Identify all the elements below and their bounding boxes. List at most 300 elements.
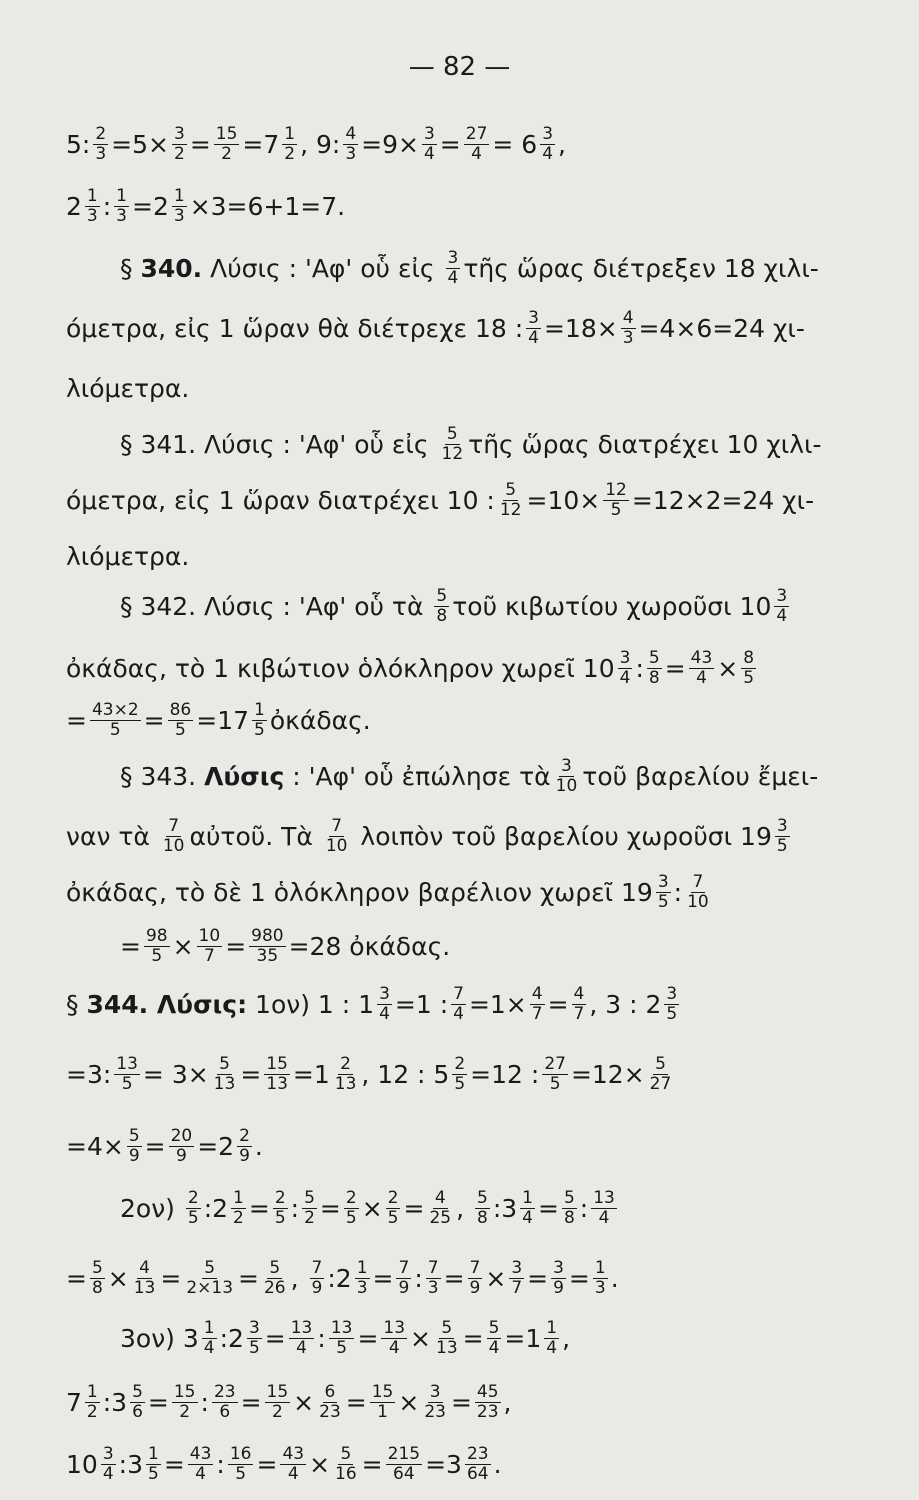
fraction-numerator: 10 — [198, 925, 221, 946]
fraction-denominator: 8 — [91, 1277, 103, 1298]
fraction-denominator: 4 — [542, 143, 554, 164]
fraction-numerator: 27 — [465, 123, 488, 144]
fraction — [310, 1259, 325, 1298]
fraction-denominator: 3 — [173, 205, 185, 226]
text-line — [120, 1302, 570, 1374]
fraction — [689, 649, 715, 688]
fraction-numerator: 13 — [116, 1053, 138, 1074]
text-segment: ναν τὰ — [66, 821, 158, 851]
text-segment: = — [160, 1263, 182, 1293]
text-segment: = — [264, 1323, 286, 1353]
fraction — [237, 1127, 252, 1166]
fraction — [197, 927, 223, 966]
text-segment: , — [503, 1387, 512, 1417]
fraction-numerator: 980 — [251, 925, 284, 946]
fraction — [144, 927, 170, 966]
fraction — [249, 927, 285, 966]
fraction-denominator: 5 — [336, 1337, 348, 1358]
text-segment: =1× — [468, 989, 527, 1019]
fraction — [526, 309, 541, 348]
text-segment: = — [319, 1193, 341, 1223]
fraction — [127, 1127, 142, 1166]
text-segment: 1ον) 1 : 1 — [247, 989, 375, 1019]
text-segment: = — [248, 1193, 270, 1223]
fraction-denominator: 3 — [86, 205, 98, 226]
text-segment: = — [240, 1387, 262, 1417]
text-line — [66, 968, 682, 1040]
fraction-denominator: 2 — [233, 1207, 244, 1228]
text-segment: : — [673, 877, 683, 907]
fraction-denominator: 4 — [447, 267, 459, 288]
fraction-numerator: 5 — [441, 1317, 453, 1338]
fraction — [114, 187, 129, 226]
fraction — [146, 1445, 161, 1484]
fraction — [544, 1319, 559, 1358]
fraction — [172, 1383, 198, 1422]
fraction — [427, 1189, 453, 1228]
fraction-numerator: 2 — [239, 1125, 250, 1146]
fraction — [542, 1055, 568, 1094]
text-segment: λιόμετρα. — [66, 541, 190, 571]
fraction — [593, 1259, 608, 1298]
fraction-numerator: 5 — [655, 1053, 666, 1074]
fraction-numerator: 7 — [427, 1257, 439, 1278]
fraction — [741, 649, 756, 688]
fraction — [685, 873, 711, 912]
fraction — [273, 1189, 288, 1228]
fraction — [264, 1055, 290, 1094]
fraction-numerator: 1 — [173, 185, 185, 206]
fraction — [446, 249, 461, 288]
fraction — [130, 1383, 145, 1422]
fraction — [386, 1445, 422, 1484]
fraction-denominator: 4 — [453, 1003, 464, 1024]
fraction-denominator: 9 — [398, 1277, 410, 1298]
fraction — [468, 1259, 483, 1298]
text-segment: = — [256, 1449, 278, 1479]
fraction-denominator: 1 — [377, 1401, 388, 1422]
text-segment: = — [664, 653, 686, 683]
text-segment: =12×2=24 χι- — [631, 485, 815, 515]
fraction-numerator: 1 — [86, 185, 98, 206]
fraction — [434, 1319, 460, 1358]
text-segment: . — [493, 1449, 502, 1479]
fraction-numerator: 3 — [561, 755, 572, 776]
fraction-numerator: 7 — [311, 1257, 323, 1278]
fraction — [381, 1319, 407, 1358]
fraction-numerator: 3 — [447, 247, 459, 268]
fraction — [114, 1055, 140, 1094]
fraction-denominator: 9 — [239, 1145, 250, 1166]
fraction-denominator: 4 — [195, 1463, 206, 1484]
text-segment: § 341. Λύσις : 'Αφ' οὗ εἰς — [120, 429, 437, 459]
fraction — [85, 187, 100, 226]
fraction-denominator: 4 — [522, 1207, 533, 1228]
fraction-denominator: 13 — [133, 1277, 156, 1298]
fraction-denominator: 4 — [296, 1337, 307, 1358]
fraction-numerator: 3 — [379, 983, 390, 1004]
text-segment: =18× — [543, 313, 618, 343]
fraction — [90, 1259, 105, 1298]
fraction-denominator: 12 — [499, 499, 522, 520]
fraction-numerator: 2 — [274, 1187, 286, 1208]
text-segment: =2 — [197, 1131, 235, 1161]
fraction-numerator: 7 — [331, 815, 343, 836]
fraction-denominator: 5 — [274, 1207, 286, 1228]
fraction-numerator: 16 — [229, 1443, 252, 1464]
text-segment: × — [293, 1387, 315, 1417]
fraction-denominator: 6 — [132, 1401, 143, 1422]
fraction — [520, 1189, 535, 1228]
fraction-denominator: 5 — [235, 1463, 247, 1484]
text-segment: όμετρα, εἰς 1 ὥραν διατρέχει 10 : — [66, 485, 495, 515]
text-segment: =7 — [242, 129, 280, 159]
fraction-denominator: 9 — [128, 1145, 140, 1166]
fraction-numerator: 5 — [219, 1053, 230, 1074]
fraction-denominator: 5 — [121, 1073, 133, 1094]
text-segment: = — [527, 1263, 549, 1293]
fraction-numerator: 3 — [666, 983, 678, 1004]
text-segment: 5: — [66, 129, 91, 159]
fraction — [775, 817, 790, 856]
fraction — [386, 1189, 401, 1228]
fraction-numerator: 5 — [269, 1257, 281, 1278]
fraction-denominator: 5 — [454, 1073, 466, 1094]
text-segment: = — [66, 705, 87, 735]
fraction-denominator: 23 — [476, 1401, 499, 1422]
fraction-denominator: 4 — [619, 667, 631, 688]
page-number: — 82 — — [408, 52, 511, 82]
fraction — [184, 1259, 235, 1298]
text-segment: § 342. Λύσις : 'Αφ' οὗ τὰ — [120, 591, 432, 621]
fraction-numerator: 3 — [511, 1257, 523, 1278]
text-segment: ὀκάδας. — [269, 705, 371, 735]
fraction — [618, 649, 633, 688]
fraction-numerator: 13 — [593, 1187, 615, 1208]
fraction-denominator: 10 — [687, 891, 709, 912]
fraction — [188, 1445, 214, 1484]
fraction-numerator: 3 — [619, 647, 631, 668]
fraction-numerator: 4 — [345, 123, 357, 144]
text-segment: ×3=6+1=7. — [189, 191, 346, 221]
fraction — [551, 1259, 566, 1298]
fraction-numerator: 8 — [743, 647, 755, 668]
fraction-numerator: 1 — [233, 1187, 244, 1208]
fraction-numerator: 5 — [446, 423, 458, 444]
text-segment: = — [357, 1323, 379, 1353]
text-segment: : — [102, 191, 112, 221]
text-segment: × — [107, 1263, 129, 1293]
fraction — [280, 1445, 306, 1484]
fraction-denominator: 8 — [648, 667, 660, 688]
fraction-denominator: 4 — [696, 667, 707, 688]
fraction-numerator: 1 — [522, 1187, 533, 1208]
fraction-numerator: 43×2 — [91, 699, 139, 720]
fraction-denominator: 3 — [427, 1277, 439, 1298]
fraction-denominator: 23 — [424, 1401, 446, 1422]
fraction — [498, 481, 524, 520]
text-segment: :2 — [219, 1323, 244, 1353]
section-heading: 344. Λύσις: — [86, 989, 248, 1019]
fraction — [554, 757, 580, 796]
text-segment: , — [290, 1263, 307, 1293]
text-segment: = — [144, 1131, 166, 1161]
fraction-numerator: 5 — [563, 1187, 575, 1208]
fraction — [475, 1189, 490, 1228]
text-segment: =1 — [504, 1323, 542, 1353]
text-segment: = — [568, 1263, 590, 1293]
fraction — [344, 1189, 359, 1228]
fraction-numerator: 7 — [398, 1257, 410, 1278]
fraction — [202, 1319, 217, 1358]
fraction — [656, 873, 671, 912]
text-segment: :2 — [327, 1263, 352, 1293]
fraction-numerator: 3 — [423, 123, 435, 144]
fraction — [355, 1259, 370, 1298]
fraction-denominator: 4 — [379, 1003, 390, 1024]
text-segment: :3 — [102, 1387, 128, 1417]
text-segment: =9× — [361, 129, 419, 159]
fraction — [572, 985, 587, 1024]
text-segment: =12 : — [470, 1059, 540, 1089]
section-heading: 340. — [140, 253, 203, 283]
fraction-denominator: 8 — [476, 1207, 488, 1228]
fraction-denominator: 4 — [776, 605, 788, 626]
text-segment: : — [635, 653, 644, 683]
text-line — [66, 1038, 676, 1110]
fraction-numerator: 2 — [454, 1053, 466, 1074]
fraction — [452, 1055, 467, 1094]
fraction-numerator: 1 — [284, 123, 296, 144]
text-segment: :3 — [492, 1193, 518, 1223]
fraction — [101, 1445, 116, 1484]
fraction-numerator: 15 — [266, 1381, 289, 1402]
text-segment: = — [361, 1449, 383, 1479]
fraction-numerator: 98 — [145, 925, 168, 946]
fraction-denominator: 5 — [345, 1207, 357, 1228]
fraction — [465, 1445, 491, 1484]
text-segment: λοιπὸν τοῦ βαρελίου χωροῦσι 19 — [352, 821, 772, 851]
fraction — [231, 1189, 246, 1228]
fraction-numerator: 2 — [95, 123, 107, 144]
fraction — [540, 125, 555, 164]
fraction-numerator: 1 — [254, 699, 265, 720]
text-segment: . — [610, 1263, 619, 1293]
fraction — [228, 1445, 254, 1484]
fraction — [333, 1055, 359, 1094]
text-segment: × — [309, 1449, 331, 1479]
fraction-numerator: 3 — [528, 307, 539, 328]
fraction-denominator: 5 — [254, 719, 265, 740]
fraction — [265, 1383, 291, 1422]
fraction-numerator: 5 — [128, 1125, 140, 1146]
text-segment: αὐτοῦ. Τὰ — [189, 821, 321, 851]
fraction — [212, 1383, 238, 1422]
text-segment: × — [398, 1387, 420, 1417]
text-segment: =3: — [66, 1059, 112, 1089]
text-segment: = — [66, 1263, 87, 1293]
fraction-denominator: 2×13 — [186, 1277, 234, 1298]
fraction-denominator: 4 — [598, 1207, 610, 1228]
fraction — [475, 1383, 501, 1422]
text-segment: 7 — [66, 1387, 82, 1417]
text-segment: × — [485, 1263, 507, 1293]
fraction-numerator: 4 — [139, 1257, 150, 1278]
text-segment: =10× — [526, 485, 601, 515]
fraction-numerator: 5 — [340, 1443, 352, 1464]
fraction — [530, 985, 545, 1024]
fraction — [212, 1055, 238, 1094]
fraction-denominator: 5 — [610, 499, 622, 520]
fraction-denominator: 4 — [102, 1463, 114, 1484]
fraction-denominator: 4 — [471, 143, 482, 164]
text-segment: 10 — [66, 1449, 98, 1479]
text-segment: =4×6=24 χι- — [638, 313, 805, 343]
fraction-denominator: 7 — [531, 1003, 543, 1024]
fraction-denominator: 5 — [666, 1003, 678, 1024]
fraction — [324, 817, 350, 856]
fraction-denominator: 64 — [466, 1463, 489, 1484]
fraction-denominator: 2 — [271, 1401, 283, 1422]
fraction-denominator: 5 — [657, 891, 669, 912]
text-segment: =4× — [66, 1131, 124, 1161]
fraction-denominator: 25 — [429, 1207, 452, 1228]
fraction — [603, 481, 629, 520]
text-segment: 2ον) — [120, 1193, 183, 1223]
text-segment: τῆς ὥρας διέτρεξεν 18 χιλι- — [463, 253, 819, 283]
fraction-numerator: 12 — [605, 479, 627, 500]
fraction-numerator: 3 — [102, 1443, 114, 1464]
fraction-numerator: 1 — [546, 1317, 558, 1338]
fraction-numerator: 7 — [469, 1257, 481, 1278]
fraction — [161, 817, 187, 856]
text-segment: 2 — [66, 191, 82, 221]
fraction-numerator: 3 — [776, 585, 788, 606]
text-segment: = — [403, 1193, 425, 1223]
fraction — [169, 1127, 195, 1166]
fraction-denominator: 3 — [345, 143, 357, 164]
fraction-numerator: 3 — [248, 1317, 260, 1338]
text-segment: : — [579, 1193, 589, 1223]
fraction-numerator: 5 — [476, 1187, 488, 1208]
text-segment: , 9: — [300, 129, 341, 159]
fraction — [186, 1189, 201, 1228]
fraction — [262, 1259, 288, 1298]
text-segment: = — [462, 1323, 484, 1353]
text-segment: : — [216, 1449, 225, 1479]
fraction — [282, 125, 297, 164]
fraction-numerator: 5 — [488, 1317, 500, 1338]
fraction — [93, 125, 108, 164]
text-segment: τοῦ βαρελίου ἔμει- — [582, 761, 819, 791]
text-segment: : — [200, 1387, 209, 1417]
text-segment: τῆς ὥρας διατρέχει 10 χιλι- — [468, 429, 822, 459]
text-segment: =2 — [132, 191, 169, 221]
fraction-denominator: 3 — [356, 1277, 368, 1298]
fraction-numerator: 3 — [429, 1381, 441, 1402]
fraction-denominator: 4 — [423, 143, 435, 164]
fraction — [422, 125, 437, 164]
text-segment: § 343. — [120, 761, 205, 791]
text-segment: , 12 : 5 — [361, 1059, 450, 1089]
fraction-denominator: 5 — [248, 1337, 260, 1358]
fraction-denominator: 9 — [176, 1145, 187, 1166]
fraction — [329, 1319, 355, 1358]
fraction-denominator: 4 — [203, 1337, 215, 1358]
fraction-denominator: 2 — [304, 1207, 315, 1228]
fraction — [214, 125, 240, 164]
fraction — [426, 1259, 441, 1298]
text-segment: ὀκάδας, τὸ 1 κιβώτιον ὁλόκληρον χωρεῖ 10 — [66, 653, 615, 683]
fraction-denominator: 5 — [549, 1073, 561, 1094]
fraction-numerator: 13 — [290, 1317, 313, 1338]
fraction-denominator: 2 — [173, 143, 185, 164]
text-segment: όμετρα, εἰς 1 ὥραν θὰ διέτρεχε 18 : — [66, 313, 524, 343]
text-segment: ὀκάδας, τὸ δὲ 1 ὁλόκληρον βαρέλιον χωρεῖ 19 — [66, 877, 653, 907]
fraction-numerator: 5 — [505, 479, 517, 500]
fraction — [247, 1319, 262, 1358]
fraction-numerator: 4 — [573, 983, 585, 1004]
text-segment: = — [163, 1449, 185, 1479]
section-heading: Λύσις — [204, 761, 285, 791]
fraction-numerator: 2 — [187, 1187, 199, 1208]
text-line — [66, 1428, 502, 1500]
fraction — [487, 1319, 502, 1358]
fraction-numerator: 1 — [203, 1317, 215, 1338]
fraction-numerator: 1 — [116, 185, 127, 206]
fraction — [333, 1445, 359, 1484]
fraction — [434, 587, 449, 626]
fraction — [440, 425, 466, 464]
text-segment: λιόμετρα. — [66, 373, 190, 403]
text-segment: =28 ὀκάδας. — [288, 931, 451, 961]
text-segment: τοῦ κιβωτίου χωροῦσι 10 — [452, 591, 772, 621]
fraction-numerator: 3 — [542, 123, 554, 144]
text-segment: § — [120, 253, 141, 283]
fraction-denominator: 2 — [221, 143, 232, 164]
fraction-denominator: 4 — [488, 1337, 500, 1358]
fraction — [591, 1189, 617, 1228]
fraction-denominator: 3 — [594, 1277, 606, 1298]
fraction-denominator: 9 — [553, 1277, 564, 1298]
text-segment: = 3× — [142, 1059, 209, 1089]
fraction-numerator: 43 — [189, 1443, 212, 1464]
text-segment: =17 — [196, 705, 250, 735]
fraction-denominator: 7 — [203, 945, 215, 966]
fraction-numerator: 7 — [453, 983, 464, 1004]
fraction — [562, 1189, 577, 1228]
fraction-numerator: 15 — [215, 123, 238, 144]
text-segment: = 6 — [492, 129, 538, 159]
fraction-denominator: 9 — [469, 1277, 481, 1298]
fraction-denominator: 7 — [511, 1277, 523, 1298]
text-segment: , 3 : 2 — [589, 989, 662, 1019]
fraction-numerator: 5 — [204, 1257, 216, 1278]
fraction-numerator: 215 — [387, 1443, 421, 1464]
fraction-denominator: 5 — [147, 1463, 159, 1484]
text-segment: :2 — [203, 1193, 229, 1223]
fraction — [172, 125, 187, 164]
fraction-denominator: 13 — [213, 1073, 236, 1094]
text-segment: = — [372, 1263, 394, 1293]
fraction-numerator: 20 — [170, 1125, 193, 1146]
fraction-denominator: 5 — [776, 835, 788, 856]
fraction-denominator: 23 — [319, 1401, 341, 1422]
text-segment: = — [547, 989, 569, 1019]
text-segment: = — [443, 1263, 465, 1293]
text-segment: 3ον) 3 — [120, 1323, 199, 1353]
fraction-numerator: 5 — [132, 1381, 143, 1402]
